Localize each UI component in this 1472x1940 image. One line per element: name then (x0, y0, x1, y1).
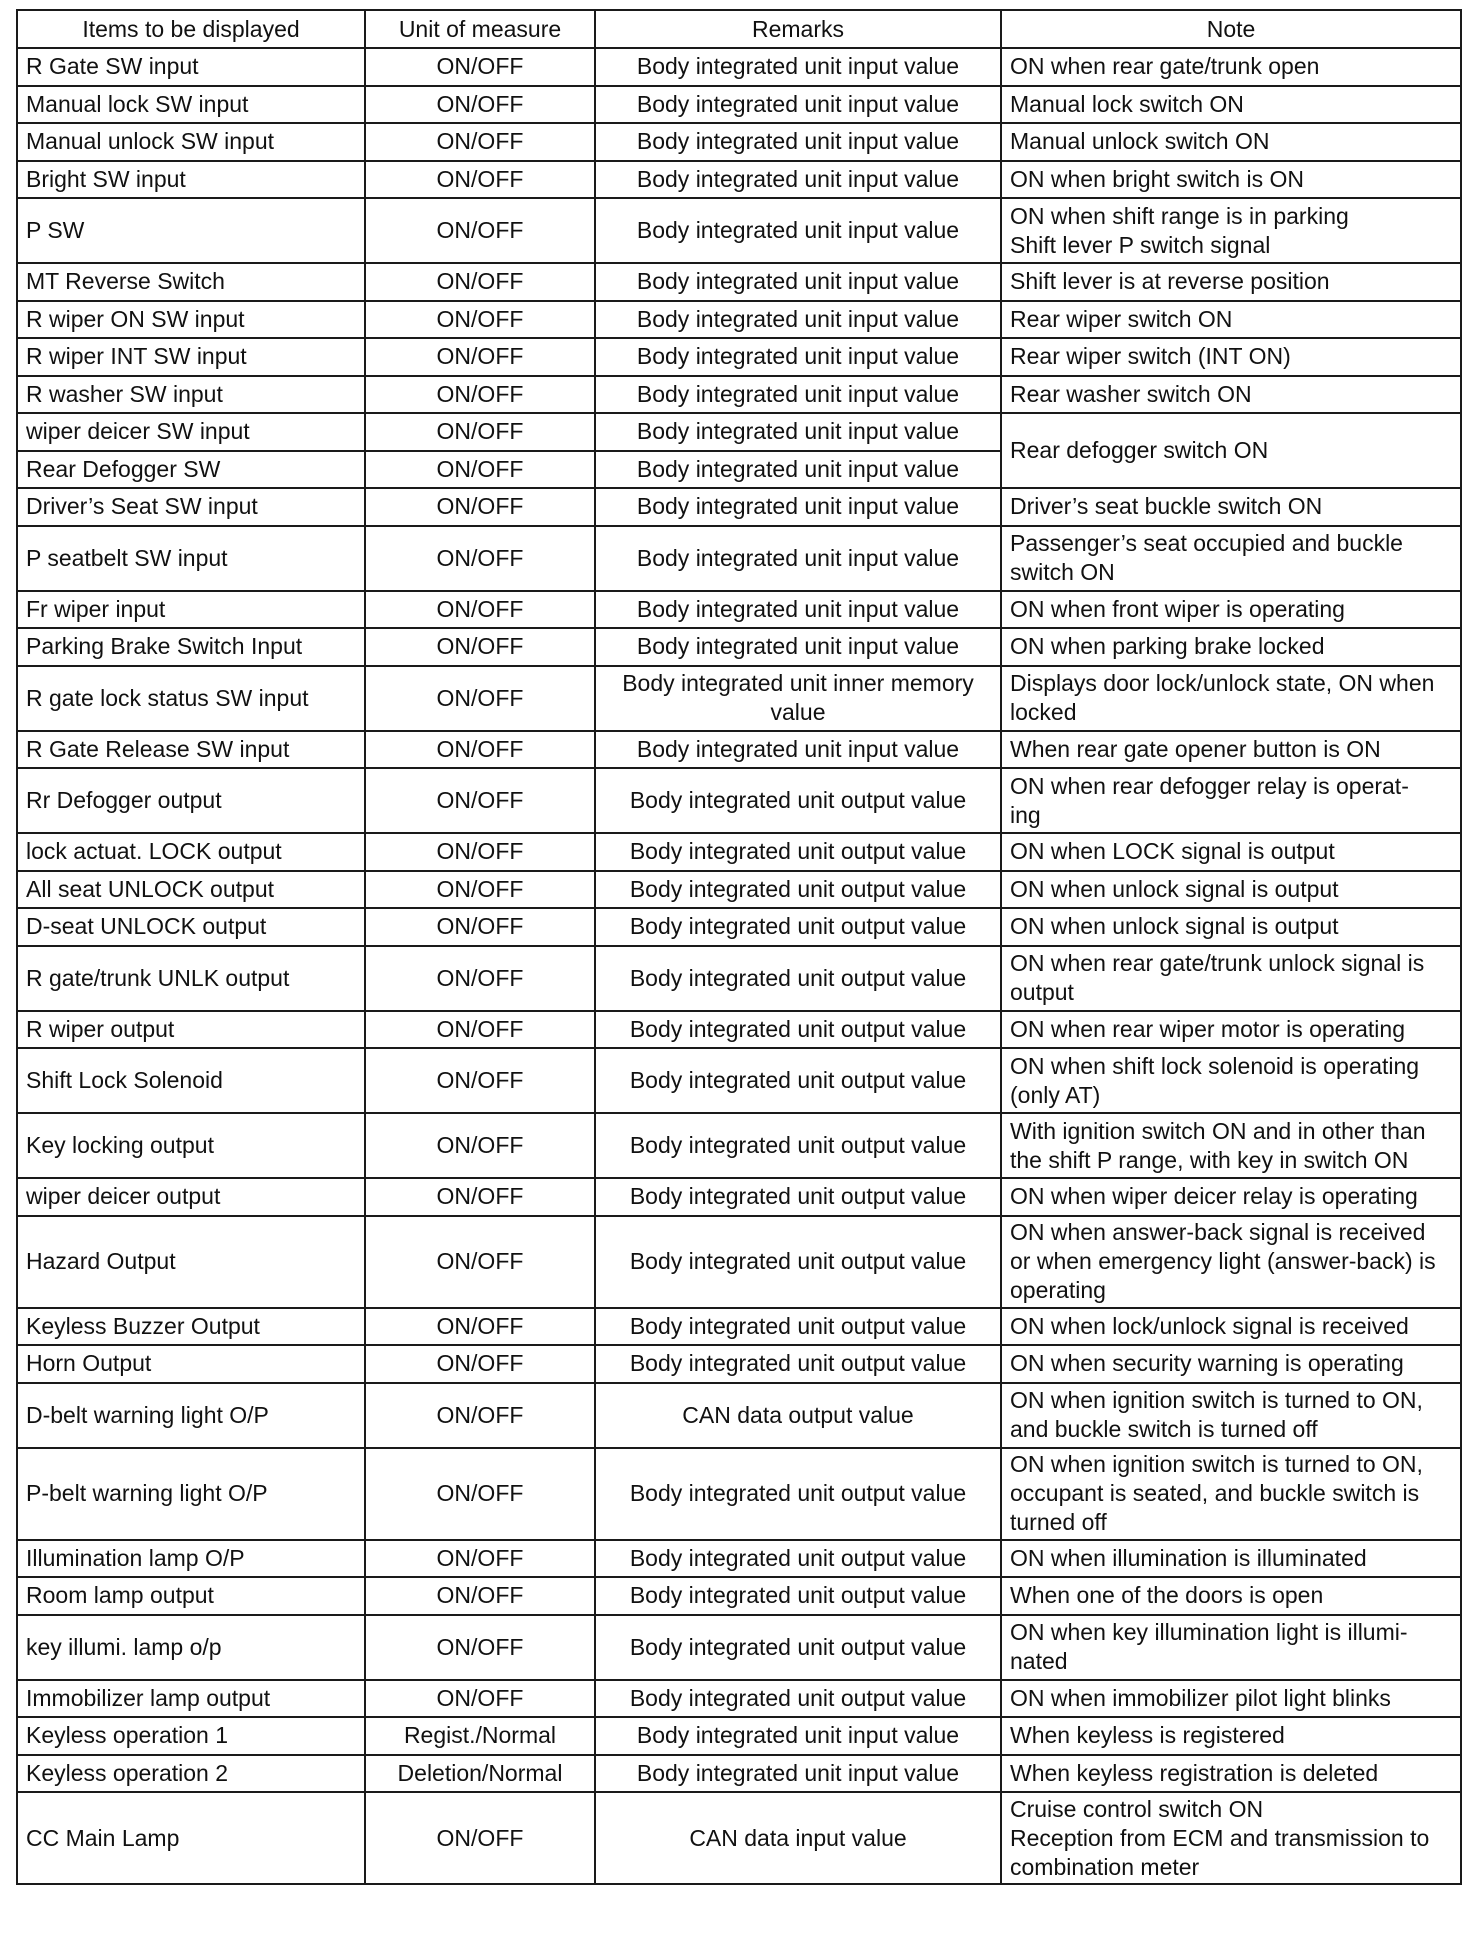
table-row (17, 628, 1461, 666)
note-cell: ON when shift lock solenoid is operating (only AT) (1001, 1048, 1461, 1113)
remarks-cell: Body integrated unit output value (595, 1615, 1001, 1680)
table-row (17, 946, 1461, 1011)
note-cell: ON when rear wiper motor is operating (1001, 1011, 1461, 1049)
item-cell: R Gate Release SW input (17, 731, 365, 769)
table-row (17, 1216, 1461, 1308)
table-row (17, 1680, 1461, 1718)
item-cell: R gate/trunk UNLK output (17, 946, 365, 1011)
note-cell: Cruise control switch ON Reception from ECM and transmission to combination meter (1001, 1792, 1461, 1884)
remarks-cell: Body integrated unit output value (595, 1680, 1001, 1718)
remarks-cell: Body integrated unit input value (595, 591, 1001, 629)
table-row (17, 526, 1461, 591)
unit-cell: ON/OFF (365, 451, 595, 489)
item-cell: Keyless operation 2 (17, 1755, 365, 1793)
unit-cell: ON/OFF (365, 338, 595, 376)
unit-cell: ON/OFF (365, 1680, 595, 1718)
remarks-cell: Body integrated unit input value (595, 301, 1001, 339)
table-row (17, 488, 1461, 526)
table-row (17, 1308, 1461, 1346)
item-cell: Fr wiper input (17, 591, 365, 629)
table-row (17, 198, 1461, 263)
note-cell: ON when parking brake locked (1001, 628, 1461, 666)
table-row (17, 768, 1461, 833)
item-cell: Rear Defogger SW (17, 451, 365, 489)
unit-cell: ON/OFF (365, 1383, 595, 1448)
table-row (17, 731, 1461, 769)
note-cell: ON when unlock signal is output (1001, 871, 1461, 909)
item-cell: wiper deicer SW input (17, 413, 365, 451)
note-cell: ON when wiper deicer relay is operating (1001, 1178, 1461, 1216)
remarks-cell: Body integrated unit output value (595, 908, 1001, 946)
unit-cell: ON/OFF (365, 48, 595, 86)
unit-cell: ON/OFF (365, 946, 595, 1011)
unit-cell: ON/OFF (365, 871, 595, 909)
item-cell: lock actuat. LOCK output (17, 833, 365, 871)
note-cell: Rear wiper switch (INT ON) (1001, 338, 1461, 376)
table-row (17, 1577, 1461, 1615)
remarks-cell: Body integrated unit input value (595, 413, 1001, 451)
unit-cell: ON/OFF (365, 908, 595, 946)
note-cell: ON when rear defogger relay is operat- ing (1001, 768, 1461, 833)
table-row (17, 1717, 1461, 1755)
unit-cell: ON/OFF (365, 1540, 595, 1578)
item-cell: wiper deicer output (17, 1178, 365, 1216)
remarks-cell: Body integrated unit input value (595, 376, 1001, 414)
note-cell: Driver’s seat buckle switch ON (1001, 488, 1461, 526)
unit-cell: ON/OFF (365, 1308, 595, 1346)
table-row (17, 86, 1461, 124)
unit-cell: Regist./Normal (365, 1717, 595, 1755)
table-row (17, 263, 1461, 301)
item-cell: Key locking output (17, 1113, 365, 1178)
item-cell: Manual lock SW input (17, 86, 365, 124)
remarks-cell: Body integrated unit input value (595, 1755, 1001, 1793)
remarks-cell: Body integrated unit input value (595, 161, 1001, 199)
note-cell: When keyless registration is deleted (1001, 1755, 1461, 1793)
table-row (17, 413, 1461, 451)
header-row (17, 10, 1461, 48)
item-cell: Illumination lamp O/P (17, 1540, 365, 1578)
table-row (17, 1792, 1461, 1884)
note-cell: Rear wiper switch ON (1001, 301, 1461, 339)
item-cell: D-belt warning light O/P (17, 1383, 365, 1448)
unit-cell: ON/OFF (365, 488, 595, 526)
note-cell: ON when ignition switch is turned to ON, and buckle switch is turned off (1001, 1383, 1461, 1448)
unit-cell: ON/OFF (365, 1345, 595, 1383)
header-remarks: Remarks (595, 10, 1001, 48)
unit-cell: ON/OFF (365, 1048, 595, 1113)
table-row (17, 1540, 1461, 1578)
note-cell: Rear washer switch ON (1001, 376, 1461, 414)
remarks-cell: Body integrated unit output value (595, 1113, 1001, 1178)
unit-cell: ON/OFF (365, 198, 595, 263)
note-cell: ON when ignition switch is turned to ON, occupant is seated, and buckle switch is turned off (1001, 1448, 1461, 1540)
item-cell: Horn Output (17, 1345, 365, 1383)
item-cell: Driver’s Seat SW input (17, 488, 365, 526)
item-cell: Shift Lock Solenoid (17, 1048, 365, 1113)
note-cell: ON when lock/unlock signal is received (1001, 1308, 1461, 1346)
table-row (17, 1345, 1461, 1383)
remarks-cell: Body integrated unit input value (595, 263, 1001, 301)
remarks-cell: Body integrated unit input value (595, 198, 1001, 263)
note-cell: ON when front wiper is operating (1001, 591, 1461, 629)
unit-cell: ON/OFF (365, 1792, 595, 1884)
remarks-cell: Body integrated unit inner memory value (595, 666, 1001, 731)
item-cell: P SW (17, 198, 365, 263)
item-cell: Hazard Output (17, 1216, 365, 1308)
remarks-cell: Body integrated unit input value (595, 451, 1001, 489)
table-row (17, 161, 1461, 199)
table-row (17, 871, 1461, 909)
item-cell: R gate lock status SW input (17, 666, 365, 731)
note-cell: ON when key illumination light is illumi- nated (1001, 1615, 1461, 1680)
table-row (17, 1755, 1461, 1793)
remarks-cell: Body integrated unit input value (595, 48, 1001, 86)
table-row (17, 376, 1461, 414)
note-cell: With ignition switch ON and in other than the shift P range, with key in switch ON (1001, 1113, 1461, 1178)
remarks-cell: Body integrated unit output value (595, 871, 1001, 909)
item-cell: Keyless Buzzer Output (17, 1308, 365, 1346)
unit-cell: ON/OFF (365, 1448, 595, 1540)
item-cell: R wiper ON SW input (17, 301, 365, 339)
remarks-cell: Body integrated unit input value (595, 86, 1001, 124)
unit-cell: ON/OFF (365, 376, 595, 414)
remarks-cell: Body integrated unit input value (595, 338, 1001, 376)
item-cell: All seat UNLOCK output (17, 871, 365, 909)
note-cell: ON when LOCK signal is output (1001, 833, 1461, 871)
remarks-cell: Body integrated unit input value (595, 628, 1001, 666)
item-cell: Keyless operation 1 (17, 1717, 365, 1755)
item-cell: MT Reverse Switch (17, 263, 365, 301)
item-cell: key illumi. lamp o/p (17, 1615, 365, 1680)
item-cell: Rr Defogger output (17, 768, 365, 833)
note-cell: ON when bright switch is ON (1001, 161, 1461, 199)
note-cell: ON when answer-back signal is received or when emergency light (answer-back) is operating (1001, 1216, 1461, 1308)
item-cell: R washer SW input (17, 376, 365, 414)
item-cell: P seatbelt SW input (17, 526, 365, 591)
note-cell: When keyless is registered (1001, 1717, 1461, 1755)
item-cell: P-belt warning light O/P (17, 1448, 365, 1540)
table-row (17, 591, 1461, 629)
unit-cell: ON/OFF (365, 123, 595, 161)
table-row (17, 1383, 1461, 1448)
header-note: Note (1001, 10, 1461, 48)
remarks-cell: Body integrated unit output value (595, 1540, 1001, 1578)
remarks-cell: CAN data output value (595, 1383, 1001, 1448)
remarks-cell: Body integrated unit output value (595, 1178, 1001, 1216)
item-cell: R wiper output (17, 1011, 365, 1049)
note-cell: ON when immobilizer pilot light blinks (1001, 1680, 1461, 1718)
table-row (17, 908, 1461, 946)
remarks-cell: Body integrated unit input value (595, 731, 1001, 769)
remarks-cell: Body integrated unit input value (595, 488, 1001, 526)
table-row (17, 301, 1461, 339)
remarks-cell: CAN data input value (595, 1792, 1001, 1884)
table-row (17, 1048, 1461, 1113)
item-cell: Parking Brake Switch Input (17, 628, 365, 666)
remarks-cell: Body integrated unit output value (595, 1011, 1001, 1049)
item-cell: D-seat UNLOCK output (17, 908, 365, 946)
remarks-cell: Body integrated unit output value (595, 1448, 1001, 1540)
header-unit: Unit of measure (365, 10, 595, 48)
unit-cell: ON/OFF (365, 1178, 595, 1216)
note-cell: ON when rear gate/trunk unlock signal is output (1001, 946, 1461, 1011)
item-cell: Room lamp output (17, 1577, 365, 1615)
note-cell: Shift lever is at reverse position (1001, 263, 1461, 301)
unit-cell: ON/OFF (365, 1577, 595, 1615)
remarks-cell: Body integrated unit output value (595, 833, 1001, 871)
note-cell: Rear defogger switch ON (1001, 413, 1461, 488)
unit-cell: ON/OFF (365, 731, 595, 769)
table-row (17, 1011, 1461, 1049)
item-cell: Manual unlock SW input (17, 123, 365, 161)
unit-cell: ON/OFF (365, 666, 595, 731)
note-cell: ON when security warning is operating (1001, 1345, 1461, 1383)
note-cell: ON when shift range is in parking Shift lever P switch signal (1001, 198, 1461, 263)
unit-cell: ON/OFF (365, 1615, 595, 1680)
item-cell: R wiper INT SW input (17, 338, 365, 376)
unit-cell: ON/OFF (365, 1216, 595, 1308)
remarks-cell: Body integrated unit output value (595, 1345, 1001, 1383)
unit-cell: ON/OFF (365, 263, 595, 301)
unit-cell: ON/OFF (365, 833, 595, 871)
remarks-cell: Body integrated unit output value (595, 1048, 1001, 1113)
remarks-cell: Body integrated unit output value (595, 1216, 1001, 1308)
unit-cell: Deletion/Normal (365, 1755, 595, 1793)
remarks-cell: Body integrated unit output value (595, 946, 1001, 1011)
unit-cell: ON/OFF (365, 628, 595, 666)
unit-cell: ON/OFF (365, 413, 595, 451)
display-items-table (16, 9, 1462, 1885)
unit-cell: ON/OFF (365, 526, 595, 591)
item-cell: Immobilizer lamp output (17, 1680, 365, 1718)
note-cell: ON when rear gate/trunk open (1001, 48, 1461, 86)
table-row (17, 48, 1461, 86)
table-row (17, 833, 1461, 871)
unit-cell: ON/OFF (365, 768, 595, 833)
table-row (17, 338, 1461, 376)
item-cell: CC Main Lamp (17, 1792, 365, 1884)
note-cell: ON when illumination is illuminated (1001, 1540, 1461, 1578)
remarks-cell: Body integrated unit input value (595, 123, 1001, 161)
note-cell: When one of the doors is open (1001, 1577, 1461, 1615)
table-row (17, 1448, 1461, 1540)
table-row (17, 666, 1461, 731)
unit-cell: ON/OFF (365, 591, 595, 629)
remarks-cell: Body integrated unit input value (595, 526, 1001, 591)
unit-cell: ON/OFF (365, 1011, 595, 1049)
item-cell: R Gate SW input (17, 48, 365, 86)
remarks-cell: Body integrated unit output value (595, 1308, 1001, 1346)
item-cell: Bright SW input (17, 161, 365, 199)
remarks-cell: Body integrated unit output value (595, 768, 1001, 833)
header-items: Items to be displayed (17, 10, 365, 48)
note-cell: Passenger’s seat occupied and buckle switch ON (1001, 526, 1461, 591)
note-cell: Manual unlock switch ON (1001, 123, 1461, 161)
table-row (17, 1178, 1461, 1216)
unit-cell: ON/OFF (365, 161, 595, 199)
unit-cell: ON/OFF (365, 1113, 595, 1178)
note-cell: Displays door lock/unlock state, ON when locked (1001, 666, 1461, 731)
note-cell: When rear gate opener button is ON (1001, 731, 1461, 769)
remarks-cell: Body integrated unit input value (595, 1717, 1001, 1755)
table-row (17, 123, 1461, 161)
note-cell: Manual lock switch ON (1001, 86, 1461, 124)
unit-cell: ON/OFF (365, 86, 595, 124)
unit-cell: ON/OFF (365, 301, 595, 339)
remarks-cell: Body integrated unit output value (595, 1577, 1001, 1615)
table-row (17, 1615, 1461, 1680)
note-cell: ON when unlock signal is output (1001, 908, 1461, 946)
table-row (17, 1113, 1461, 1178)
